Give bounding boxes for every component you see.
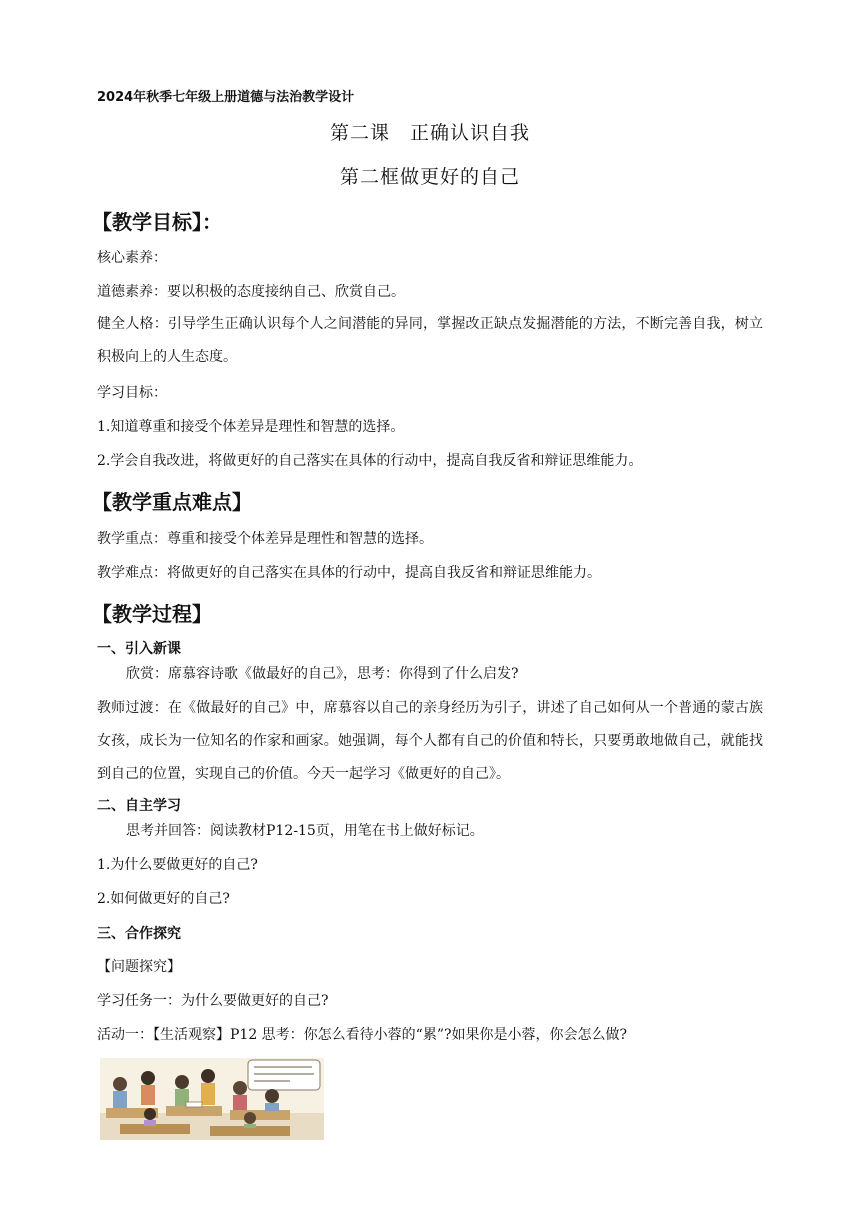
frame-title: 第二框做更好的自己 [339,166,520,188]
section-intro-title: 一、引入新课 [97,641,181,657]
process-heading: 【教学过程】 [92,602,212,626]
classroom-illustration [100,1058,324,1140]
lesson-title: 第二课 正确认识自我 [329,122,530,144]
difficult-point-text: 教学难点：将做更好的自己落实在具体的行动中，提高自我反省和辩证思维能力。 [97,565,601,581]
teacher-transition-text: 教师过渡：在《做最好的自己》中，席慕容以自己的亲身经历为引子，讲述了自己如何从一个普通的蒙古族女孩，成长为一位知名的作家和画家。她强调，每个人都有自己的价值和特长，只要勇敢地做自己，就能找到自己的位置，实现自己的价值。今天一起学习《做更好的自己》。 [97,700,763,782]
moral-literacy-text: 道德素养：要以积极的态度接纳自己、欣赏自己。 [97,284,405,300]
personality-text: 健全人格：引导学生正确认识每个人之间潜能的异同，掌握改正缺点发掘潜能的方法，不断完善自我，树立积极向上的人生态度。 [97,316,763,365]
appreciate-text: 欣赏：席慕容诗歌《做最好的自己》，思考：你得到了什么启发? [126,666,519,682]
section-cooperative-title: 三、合作探究 [97,926,181,942]
key-point-text: 教学重点：尊重和接受个体差异是理性和智慧的选择。 [97,531,433,547]
study-goals-label: 学习目标： [97,385,167,401]
self-study-question-1: 1.为什么要做更好的自己? [97,857,258,873]
study-goal-1: 1.知道尊重和接受个体差异是理性和智慧的选择。 [97,419,405,435]
objectives-heading: 【教学目标】： [92,210,222,234]
learning-task-1: 学习任务一：为什么要做更好的自己? [97,993,329,1009]
core-literacy-label: 核心素养： [97,250,167,266]
section-self-study-title: 二、自主学习 [97,798,181,814]
self-study-intro: 思考并回答：阅读教材P12-15页，用笔在书上做好标记。 [126,823,484,839]
keypoints-heading: 【教学重点难点】 [92,490,252,514]
problem-inquiry-label: 【问题探究】 [97,959,181,975]
activity-1-text: 活动一：【生活观察】P12 思考：你怎么看待小蓉的“累”?如果你是小蓉，你会怎么做? [97,1027,628,1043]
study-goal-2: 2.学会自我改进，将做更好的自己落实在具体的行动中，提高自我反省和辩证思维能力。 [97,453,643,469]
document-header: 2024年秋季七年级上册道德与法治教学设计 [97,90,355,105]
self-study-question-2: 2.如何做更好的自己? [97,891,230,907]
